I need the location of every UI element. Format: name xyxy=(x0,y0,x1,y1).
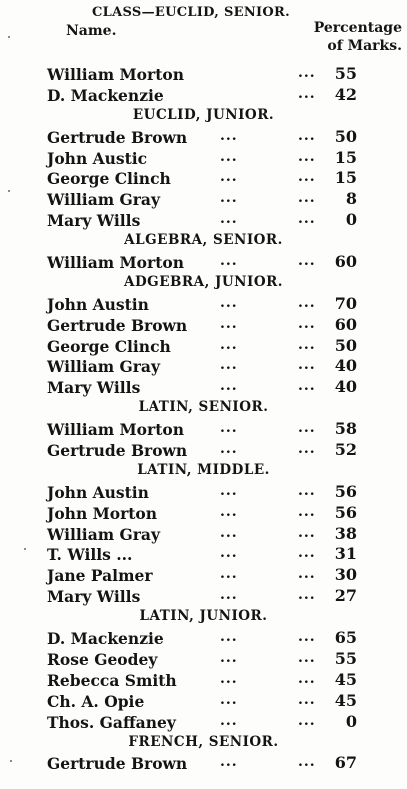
leader-dots: ... xyxy=(298,482,316,499)
percentage-value: 58 xyxy=(334,419,357,439)
student-name: George Clinch xyxy=(47,336,171,356)
leader-dots: ... xyxy=(220,253,238,270)
student-row xyxy=(0,168,407,189)
percentage-value: 15 xyxy=(334,147,357,167)
section-title: LATIN, SENIOR. xyxy=(138,399,269,416)
leader-dots: ... xyxy=(298,148,316,165)
percentage-column-header xyxy=(302,19,402,55)
percentage-value: 31 xyxy=(334,544,357,564)
percentage-value: 60 xyxy=(334,252,357,272)
subject-section-heading xyxy=(0,461,407,482)
leader-dots: ... xyxy=(298,587,316,604)
student-row xyxy=(0,315,407,336)
percentage-value: 50 xyxy=(334,126,357,146)
student-row xyxy=(0,210,407,231)
percentage-value: 55 xyxy=(334,648,357,668)
leader-dots: ... xyxy=(298,712,316,729)
percentage-value: 70 xyxy=(334,293,357,313)
leader-dots: ... xyxy=(298,649,316,666)
section-title: ALGEBRA, SENIOR. xyxy=(124,232,283,249)
leader-dots: ... xyxy=(220,545,238,562)
print-speck xyxy=(8,190,10,192)
student-name: Thos. Gaffaney xyxy=(47,712,176,732)
student-name: William Morton xyxy=(47,420,184,440)
percentage-value: 45 xyxy=(334,690,357,710)
percentage-value: 56 xyxy=(334,502,357,522)
class-title: CLASS—EUCLID, SENIOR. xyxy=(92,5,290,20)
student-name: John Austin xyxy=(47,482,149,502)
leader-dots: ... xyxy=(298,85,316,102)
percentage-header-line2: of Marks. xyxy=(327,38,402,54)
percentage-value: 0 xyxy=(345,711,357,731)
print-speck xyxy=(10,760,12,762)
student-row xyxy=(0,377,407,398)
leader-dots: ... xyxy=(220,670,238,687)
leader-dots: ... xyxy=(220,211,238,228)
student-row xyxy=(0,670,407,691)
student-row xyxy=(0,586,407,607)
student-row xyxy=(0,336,407,357)
student-row xyxy=(0,64,407,85)
leader-dots: ... xyxy=(220,357,238,374)
student-name: Gertrude Brown xyxy=(47,315,188,335)
section-title: LATIN, JUNIOR. xyxy=(139,608,268,625)
print-speck xyxy=(8,36,10,38)
leader-dots: ... xyxy=(220,378,238,395)
percentage-value: 52 xyxy=(334,440,357,460)
percentage-value: 40 xyxy=(334,356,357,376)
percentage-value: 67 xyxy=(334,753,357,773)
student-name: John Austin xyxy=(47,294,149,314)
student-row xyxy=(0,148,407,169)
student-row xyxy=(0,440,407,461)
student-name: D. Mackenzie xyxy=(47,629,164,649)
leader-dots: ... xyxy=(298,315,316,332)
student-name: Rose Geodey xyxy=(47,649,158,669)
leader-dots: ... xyxy=(298,357,316,374)
leader-dots: ... xyxy=(298,211,316,228)
student-name: Ch. A. Opie xyxy=(47,691,145,711)
leader-dots: ... xyxy=(298,127,316,144)
section-title: FRENCH, SENIOR. xyxy=(128,733,279,750)
student-name: William Morton xyxy=(47,253,184,273)
percentage-value: 30 xyxy=(334,565,357,585)
student-name: Jane Palmer xyxy=(47,566,153,586)
student-name: Gertrude Brown xyxy=(47,127,188,147)
leader-dots: ... xyxy=(220,148,238,165)
percentage-value: 42 xyxy=(334,84,357,104)
leader-dots: ... xyxy=(220,441,238,458)
leader-dots: ... xyxy=(220,649,238,666)
leader-dots: ... xyxy=(220,315,238,332)
leader-dots: ... xyxy=(298,169,316,186)
leader-dots: ... xyxy=(298,336,316,353)
percentage-value: 55 xyxy=(334,64,357,83)
leader-dots: ... xyxy=(220,566,238,583)
subject-section-heading xyxy=(0,106,407,127)
student-row xyxy=(0,252,407,273)
student-name: William Gray xyxy=(47,524,160,544)
leader-dots: ... xyxy=(298,294,316,311)
percentage-value: 56 xyxy=(334,481,357,501)
student-name: William Gray xyxy=(47,357,160,377)
subject-section-heading xyxy=(0,398,407,419)
marks-list xyxy=(0,64,407,774)
student-row xyxy=(0,482,407,503)
subject-section-heading xyxy=(0,273,407,294)
section-title: EUCLID, JUNIOR. xyxy=(132,106,275,123)
leader-dots: ... xyxy=(220,169,238,186)
table-header xyxy=(0,2,407,64)
student-row xyxy=(0,294,407,315)
student-name: Mary Wills xyxy=(47,211,141,231)
student-row xyxy=(0,628,407,649)
leader-dots: ... xyxy=(298,670,316,687)
leader-dots: ... xyxy=(220,482,238,499)
student-row xyxy=(0,691,407,712)
leader-dots: ... xyxy=(220,587,238,604)
student-name: John Morton xyxy=(47,503,158,523)
student-name: Mary Wills xyxy=(47,587,141,607)
leader-dots: ... xyxy=(298,691,316,708)
leader-dots: ... xyxy=(220,712,238,729)
percentage-value: 50 xyxy=(334,335,357,355)
name-column-header: Name. xyxy=(66,23,117,39)
leader-dots: ... xyxy=(298,503,316,520)
percentage-value: 15 xyxy=(334,168,357,188)
leader-dots: ... xyxy=(220,190,238,207)
student-row xyxy=(0,503,407,524)
subject-section-heading xyxy=(0,733,407,754)
percentage-value: 8 xyxy=(345,189,357,209)
leader-dots: ... xyxy=(220,691,238,708)
percentage-value: 60 xyxy=(334,314,357,334)
student-row xyxy=(0,419,407,440)
percentage-value: 0 xyxy=(345,210,357,230)
percentage-value: 27 xyxy=(334,586,357,606)
student-row xyxy=(0,544,407,565)
student-row xyxy=(0,524,407,545)
leader-dots: ... xyxy=(220,420,238,437)
student-name: George Clinch xyxy=(47,169,171,189)
student-name: William Morton xyxy=(47,65,184,84)
student-name: John Austic xyxy=(47,148,148,168)
leader-dots: ... xyxy=(298,420,316,437)
student-name: Mary Wills xyxy=(47,378,141,398)
student-row xyxy=(0,753,407,774)
percentage-value: 40 xyxy=(334,377,357,397)
subject-section-heading xyxy=(0,231,407,252)
leader-dots: ... xyxy=(220,294,238,311)
student-row xyxy=(0,712,407,733)
student-name: Gertrude Brown xyxy=(47,754,188,774)
student-row xyxy=(0,649,407,670)
student-row xyxy=(0,85,407,106)
leader-dots: ... xyxy=(298,524,316,541)
section-title: ADGEBRA, JUNIOR. xyxy=(124,273,283,290)
leader-dots: ... xyxy=(298,378,316,395)
leader-dots: ... xyxy=(220,127,238,144)
percentage-value: 65 xyxy=(334,628,357,648)
leader-dots: ... xyxy=(298,190,316,207)
student-row xyxy=(0,356,407,377)
leader-dots: ... xyxy=(298,441,316,458)
student-name: Gertrude Brown xyxy=(47,441,188,461)
leader-dots: ... xyxy=(298,65,316,81)
student-name: T. Wills ... xyxy=(47,545,133,565)
leader-dots: ... xyxy=(298,754,316,771)
percentage-value: 38 xyxy=(334,523,357,543)
percentage-value: 45 xyxy=(334,669,357,689)
leader-dots: ... xyxy=(220,336,238,353)
print-speck xyxy=(24,548,26,550)
leader-dots: ... xyxy=(220,629,238,646)
leader-dots: ... xyxy=(220,754,238,771)
student-name: Rebecca Smith xyxy=(47,670,177,690)
leader-dots: ... xyxy=(220,503,238,520)
percentage-header-line1: Percentage xyxy=(313,20,402,36)
leader-dots: ... xyxy=(298,253,316,270)
leader-dots: ... xyxy=(298,545,316,562)
student-row xyxy=(0,189,407,210)
student-name: William Gray xyxy=(47,190,160,210)
subject-section-heading xyxy=(0,607,407,628)
leader-dots: ... xyxy=(220,524,238,541)
leader-dots: ... xyxy=(298,566,316,583)
section-title: LATIN, MIDDLE. xyxy=(137,461,270,478)
student-row xyxy=(0,127,407,148)
leader-dots: ... xyxy=(298,629,316,646)
student-row xyxy=(0,565,407,586)
student-name: D. Mackenzie xyxy=(47,85,164,105)
